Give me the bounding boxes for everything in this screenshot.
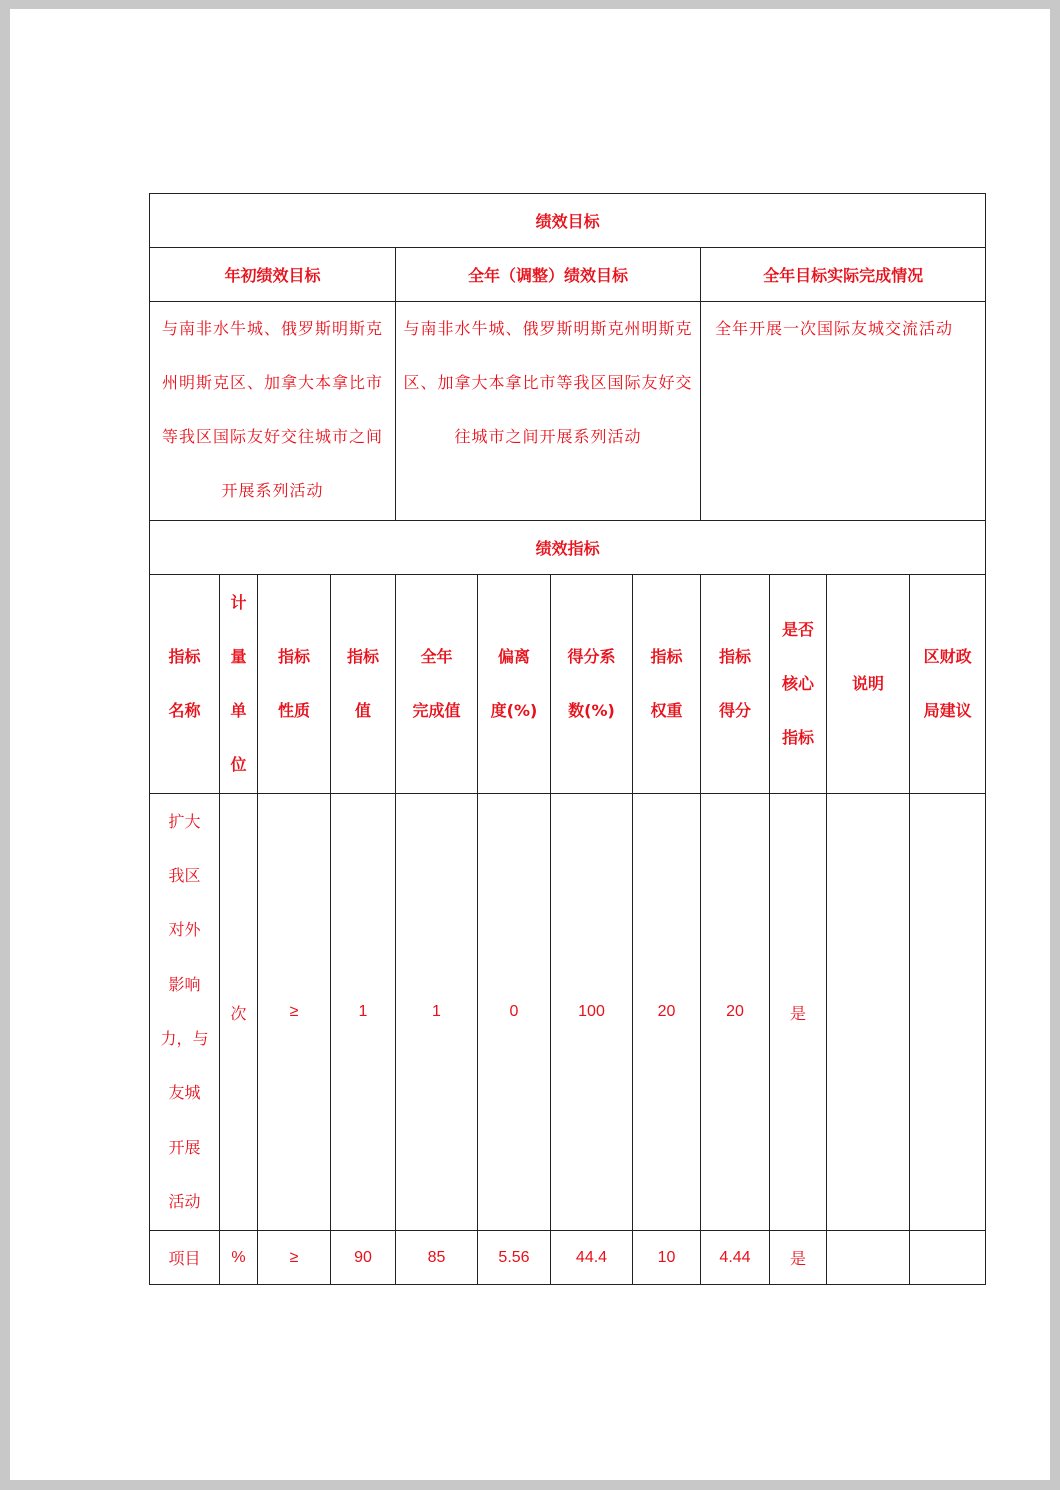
- weight-cell: 20: [633, 794, 701, 1231]
- unit-cell: %: [220, 1231, 258, 1285]
- col-nature: 指标 性质: [258, 575, 331, 794]
- completion-value-cell: 1: [396, 794, 478, 1231]
- adjusted-goal-text: 与南非水牛城、俄罗斯明斯克州明斯克区、加拿大本拿比市等我区国际友好交往城市之间开展系列活动: [396, 302, 701, 521]
- col-core-indicator: 是否 核心 指标: [770, 575, 827, 794]
- explanation-cell: [827, 794, 910, 1231]
- col-annual-completion: 全年 完成值: [396, 575, 478, 794]
- goals-title-row: [150, 194, 986, 248]
- nature-cell: ≥: [258, 1231, 331, 1285]
- actual-completion-header: 全年目标实际完成情况: [701, 248, 986, 302]
- core-indicator-cell: 是: [770, 1231, 827, 1285]
- col-indicator-name: 指标 名称: [150, 575, 220, 794]
- indicators-title-row: [150, 521, 986, 575]
- col-unit: 计 量 单 位: [220, 575, 258, 794]
- explanation-cell: [827, 1231, 910, 1285]
- score-cell: 20: [701, 794, 770, 1231]
- indicators-title: 绩效指标: [150, 521, 986, 575]
- completion-value-cell: 85: [396, 1231, 478, 1285]
- deviation-cell: 0: [478, 794, 551, 1231]
- adjusted-goal-header: 全年（调整）绩效目标: [396, 248, 701, 302]
- score-cell: 4.44: [701, 1231, 770, 1285]
- performance-table: [149, 193, 986, 1285]
- goals-content-row: [150, 302, 986, 521]
- col-weight: 指标 权重: [633, 575, 701, 794]
- score-coefficient-cell: 44.4: [551, 1231, 633, 1285]
- indicator-name-cell: 扩大 我区 对外 影响 力，与 友城 开展 活动: [150, 794, 220, 1231]
- col-score: 指标 得分: [701, 575, 770, 794]
- initial-goal-text: 与南非水牛城、俄罗斯明斯克州明斯克区、加拿大本拿比市等我区国际友好交往城市之间开展系列活动: [150, 302, 396, 521]
- col-score-coefficient: 得分系 数(%): [551, 575, 633, 794]
- target-value-cell: 90: [331, 1231, 396, 1285]
- score-coefficient-cell: 100: [551, 794, 633, 1231]
- weight-cell: 10: [633, 1231, 701, 1285]
- actual-completion-text: 全年开展一次国际友城交流活动: [701, 302, 986, 521]
- unit-cell: 次: [220, 794, 258, 1231]
- col-target-value: 指标 值: [331, 575, 396, 794]
- goals-title: 绩效目标: [150, 194, 986, 248]
- col-deviation: 偏离 度(%): [478, 575, 551, 794]
- document-page: [10, 9, 1050, 1480]
- nature-cell: ≥: [258, 794, 331, 1231]
- col-finance-suggestion: 区财政 局建议: [910, 575, 986, 794]
- indicator-name-cell: 项目: [150, 1231, 220, 1285]
- core-indicator-cell: 是: [770, 794, 827, 1231]
- table-row: [150, 1231, 986, 1285]
- table-row: [150, 794, 986, 1231]
- initial-goal-header: 年初绩效目标: [150, 248, 396, 302]
- finance-suggestion-cell: [910, 794, 986, 1231]
- target-value-cell: 1: [331, 794, 396, 1231]
- col-explanation: 说明: [827, 575, 910, 794]
- finance-suggestion-cell: [910, 1231, 986, 1285]
- indicators-header-row: [150, 575, 986, 794]
- goals-header-row: [150, 248, 986, 302]
- deviation-cell: 5.56: [478, 1231, 551, 1285]
